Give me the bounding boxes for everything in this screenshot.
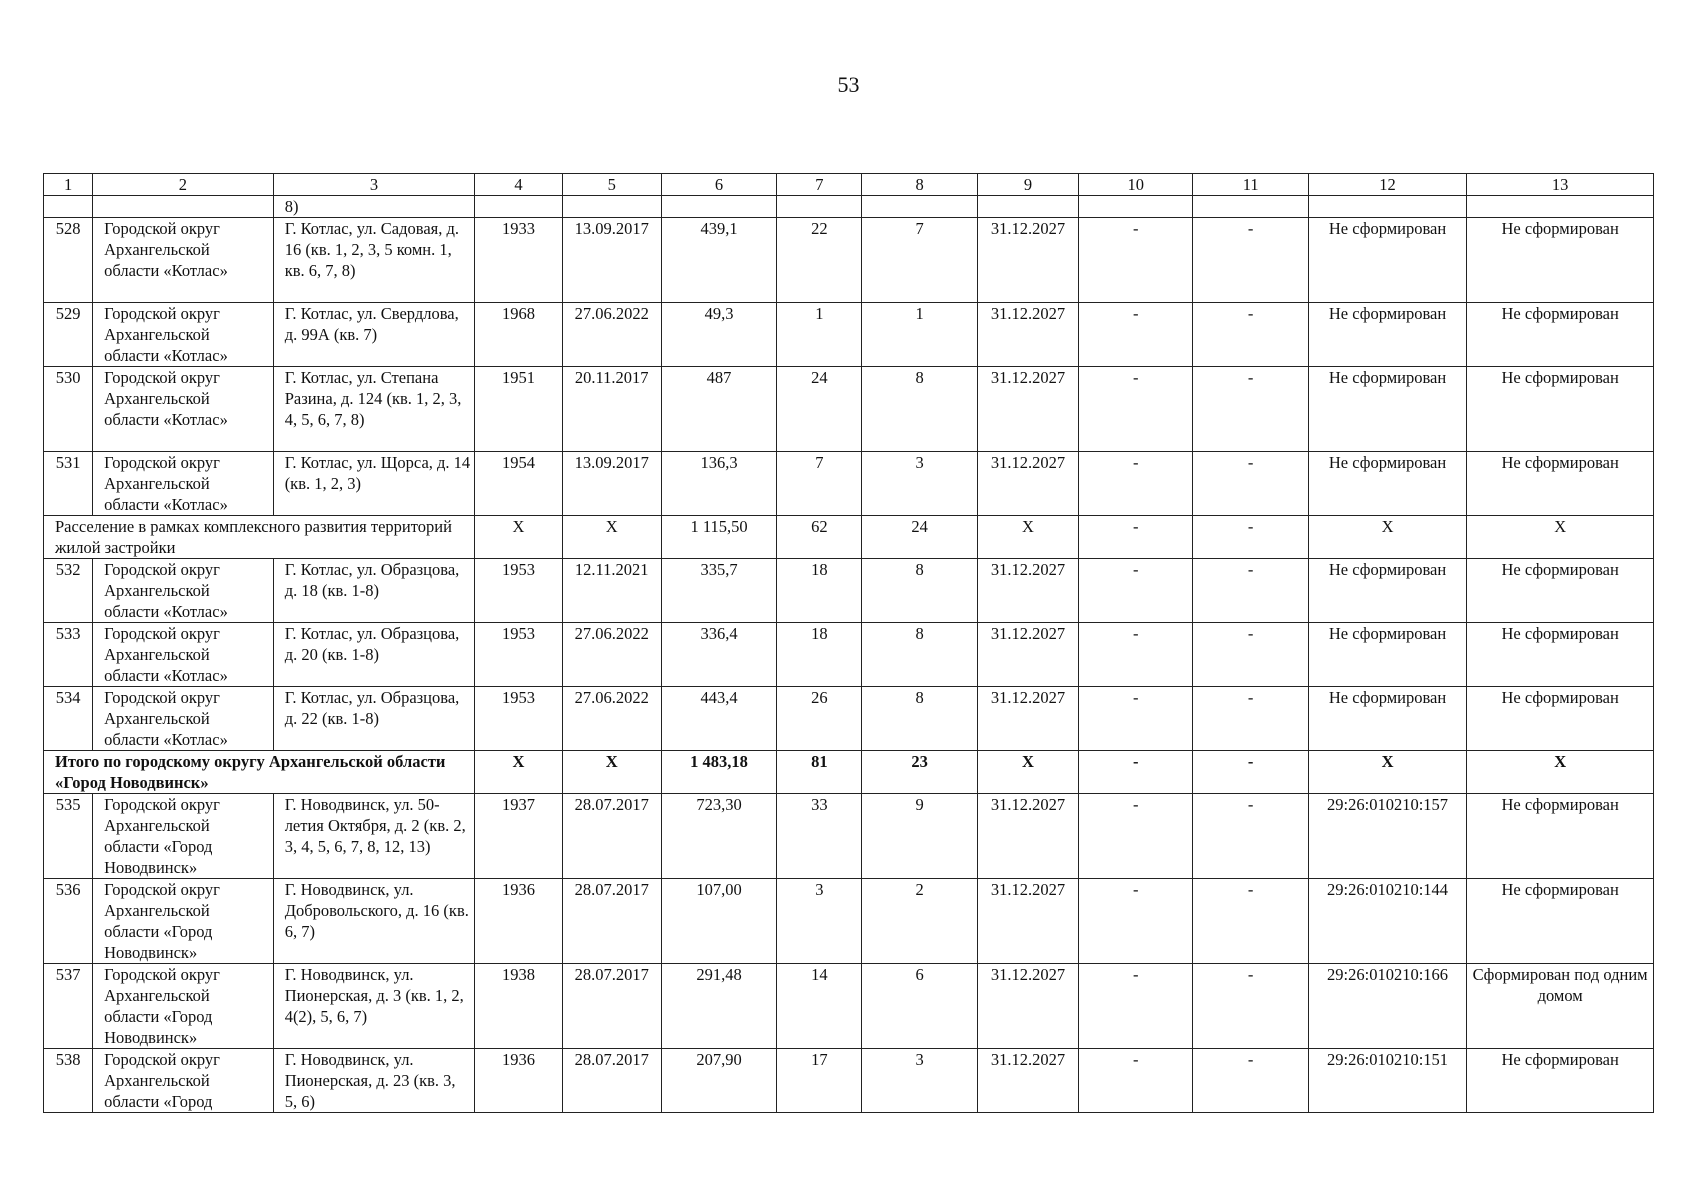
date-cell: X: [562, 516, 661, 559]
planned-date-cell: 31.12.2027: [977, 1049, 1078, 1113]
cadastral-cell: 29:26:010210:157: [1308, 794, 1466, 879]
cadastral-cell: Не сформирован: [1308, 367, 1466, 452]
year-cell: 1968: [475, 303, 562, 367]
col-header-8: 8: [862, 174, 977, 196]
cadastral-cell: X: [1308, 516, 1466, 559]
residents-cell: 62: [777, 516, 862, 559]
col10-cell: -: [1079, 559, 1193, 623]
date-cell: 12.11.2021: [562, 559, 661, 623]
housing-register-table: [43, 173, 1654, 1113]
flats-cell: 3: [862, 452, 977, 516]
flats-cell: 3: [862, 1049, 977, 1113]
date-cell: 13.09.2017: [562, 218, 661, 303]
table-row: [44, 794, 1654, 879]
year-cell: X: [475, 516, 562, 559]
residents-cell: 7: [777, 452, 862, 516]
table-row: [44, 1049, 1654, 1113]
municipality-cell: Городской округ Архангельской области «Котлас»: [93, 218, 274, 303]
planned-date-cell: X: [977, 516, 1078, 559]
year-cell: X: [475, 751, 562, 794]
col11-cell: -: [1193, 623, 1308, 687]
flats-cell: 9: [862, 794, 977, 879]
land-status-cell: Не сформирован: [1467, 303, 1654, 367]
table-row: [44, 623, 1654, 687]
year-cell: 1933: [475, 218, 562, 303]
residents-cell: 18: [777, 559, 862, 623]
land-status-cell: Не сформирован: [1467, 1049, 1654, 1113]
land-status-cell: Не сформирован: [1467, 623, 1654, 687]
address-cell: Г. Котлас, ул. Степана Разина, д. 124 (кв. 1, 2, 3, 4, 5, 6, 7, 8): [273, 367, 475, 452]
area-cell: 1 483,18: [661, 751, 776, 794]
residents-cell: 81: [777, 751, 862, 794]
year-cell: 1936: [475, 879, 562, 964]
col10-cell: -: [1079, 687, 1193, 751]
col10-cell: -: [1079, 623, 1193, 687]
column-number-row: [44, 174, 1654, 196]
address-cell: Г. Новодвинск, ул. 50-летия Октября, д. 2 (кв. 2, 3, 4, 5, 6, 7, 8, 12, 13): [273, 794, 475, 879]
table-row: [44, 559, 1654, 623]
col11-cell: -: [1193, 1049, 1308, 1113]
municipality-cell: Городской округ Архангельской области «Котлас»: [93, 367, 274, 452]
year-cell: 1936: [475, 1049, 562, 1113]
planned-date-cell: 31.12.2027: [977, 559, 1078, 623]
planned-date-cell: 31.12.2027: [977, 452, 1078, 516]
address-cell: Г. Котлас, ул. Образцова, д. 22 (кв. 1-8): [273, 687, 475, 751]
date-cell: 13.09.2017: [562, 452, 661, 516]
group-label: Итого по городскому округу Архангельской области «Город Новодвинск»: [44, 751, 475, 794]
date-cell: 28.07.2017: [562, 1049, 661, 1113]
date-cell: 27.06.2022: [562, 303, 661, 367]
col10-cell: -: [1079, 303, 1193, 367]
date-cell: 27.06.2022: [562, 623, 661, 687]
row-number: 535: [44, 794, 93, 879]
area-cell: 49,3: [661, 303, 776, 367]
land-status-cell: Не сформирован: [1467, 218, 1654, 303]
address-cell: Г. Котлас, ул. Садовая, д. 16 (кв. 1, 2, 3, 5 комн. 1, кв. 6, 7, 8): [273, 218, 475, 303]
total-row: [44, 751, 1654, 794]
year-cell: 1953: [475, 687, 562, 751]
col-header-12: 12: [1308, 174, 1466, 196]
area-cell: 487: [661, 367, 776, 452]
flats-cell: 7: [862, 218, 977, 303]
flats-cell: 8: [862, 623, 977, 687]
col10-cell: -: [1079, 794, 1193, 879]
address-cell: Г. Котлас, ул. Образцова, д. 20 (кв. 1-8): [273, 623, 475, 687]
date-cell: 27.06.2022: [562, 687, 661, 751]
planned-date-cell: 31.12.2027: [977, 303, 1078, 367]
year-cell: 1954: [475, 452, 562, 516]
municipality-cell: Городской округ Архангельской области «Котлас»: [93, 687, 274, 751]
col11-cell: -: [1193, 559, 1308, 623]
col11-cell: -: [1193, 218, 1308, 303]
table-row: [44, 218, 1654, 303]
col10-cell: -: [1079, 452, 1193, 516]
col11-cell: -: [1193, 794, 1308, 879]
residents-cell: 26: [777, 687, 862, 751]
area-cell: 291,48: [661, 964, 776, 1049]
table-row: [44, 879, 1654, 964]
land-status-cell: Не сформирован: [1467, 794, 1654, 879]
area-cell: 336,4: [661, 623, 776, 687]
planned-date-cell: 31.12.2027: [977, 879, 1078, 964]
area-cell: 335,7: [661, 559, 776, 623]
area-cell: 136,3: [661, 452, 776, 516]
col10-cell: -: [1079, 964, 1193, 1049]
cadastral-cell: Не сформирован: [1308, 687, 1466, 751]
area-cell: 443,4: [661, 687, 776, 751]
row-number: 537: [44, 964, 93, 1049]
col11-cell: -: [1193, 879, 1308, 964]
flats-cell: 1: [862, 303, 977, 367]
flats-cell: 24: [862, 516, 977, 559]
residents-cell: 33: [777, 794, 862, 879]
address-cell: Г. Новодвинск, ул. Пионерская, д. 3 (кв. 1, 2, 4(2), 5, 6, 7): [273, 964, 475, 1049]
col-header-6: 6: [661, 174, 776, 196]
cadastral-cell: Не сформирован: [1308, 303, 1466, 367]
col10-cell: -: [1079, 516, 1193, 559]
col11-cell: -: [1193, 367, 1308, 452]
col-header-11: 11: [1193, 174, 1308, 196]
land-status-cell: X: [1467, 751, 1654, 794]
group-label: Расселение в рамках комплексного развития территорий жилой застройки: [44, 516, 475, 559]
cadastral-cell: Не сформирован: [1308, 559, 1466, 623]
date-cell: 20.11.2017: [562, 367, 661, 452]
planned-date-cell: X: [977, 751, 1078, 794]
col-header-5: 5: [562, 174, 661, 196]
land-status-cell: Не сформирован: [1467, 559, 1654, 623]
row-number: 532: [44, 559, 93, 623]
planned-date-cell: 31.12.2027: [977, 218, 1078, 303]
residents-cell: 3: [777, 879, 862, 964]
municipality-cell: Городской округ Архангельской области «Котлас»: [93, 559, 274, 623]
planned-date-cell: 31.12.2027: [977, 623, 1078, 687]
continuation-address: 8): [273, 196, 475, 218]
col-header-4: 4: [475, 174, 562, 196]
land-status-cell: X: [1467, 516, 1654, 559]
address-cell: Г. Котлас, ул. Свердлова, д. 99А (кв. 7): [273, 303, 475, 367]
subtotal-row: [44, 516, 1654, 559]
flats-cell: 8: [862, 367, 977, 452]
residents-cell: 17: [777, 1049, 862, 1113]
col-header-1: 1: [44, 174, 93, 196]
year-cell: 1951: [475, 367, 562, 452]
municipality-cell: Городской округ Архангельской области «Город Новодвинск»: [93, 879, 274, 964]
col-header-3: 3: [273, 174, 475, 196]
row-number: 534: [44, 687, 93, 751]
municipality-cell: Городской округ Архангельской области «Котлас»: [93, 303, 274, 367]
planned-date-cell: 31.12.2027: [977, 964, 1078, 1049]
residents-cell: 14: [777, 964, 862, 1049]
year-cell: 1937: [475, 794, 562, 879]
land-status-cell: Не сформирован: [1467, 687, 1654, 751]
row-number: 530: [44, 367, 93, 452]
address-cell: Г. Котлас, ул. Образцова, д. 18 (кв. 1-8): [273, 559, 475, 623]
cadastral-cell: Не сформирован: [1308, 218, 1466, 303]
cadastral-cell: Не сформирован: [1308, 623, 1466, 687]
address-cell: Г. Новодвинск, ул. Добровольского, д. 16 (кв. 6, 7): [273, 879, 475, 964]
area-cell: 1 115,50: [661, 516, 776, 559]
municipality-cell: Городской округ Архангельской области «Город: [93, 1049, 274, 1113]
col10-cell: -: [1079, 367, 1193, 452]
planned-date-cell: 31.12.2027: [977, 367, 1078, 452]
row-number: 529: [44, 303, 93, 367]
row-number: 528: [44, 218, 93, 303]
land-status-cell: Не сформирован: [1467, 367, 1654, 452]
land-status-cell: Не сформирован: [1467, 452, 1654, 516]
col-header-2: 2: [93, 174, 274, 196]
area-cell: 207,90: [661, 1049, 776, 1113]
municipality-cell: Городской округ Архангельской области «Котлас»: [93, 623, 274, 687]
planned-date-cell: 31.12.2027: [977, 794, 1078, 879]
residents-cell: 22: [777, 218, 862, 303]
date-cell: 28.07.2017: [562, 794, 661, 879]
col11-cell: -: [1193, 687, 1308, 751]
table-row: [44, 452, 1654, 516]
col11-cell: -: [1193, 303, 1308, 367]
col11-cell: -: [1193, 452, 1308, 516]
year-cell: 1953: [475, 559, 562, 623]
cadastral-cell: 29:26:010210:144: [1308, 879, 1466, 964]
col-header-9: 9: [977, 174, 1078, 196]
table-row: [44, 964, 1654, 1049]
col-header-13: 13: [1467, 174, 1654, 196]
col10-cell: -: [1079, 218, 1193, 303]
municipality-cell: Городской округ Архангельской области «Котлас»: [93, 452, 274, 516]
residents-cell: 18: [777, 623, 862, 687]
table-row: [44, 367, 1654, 452]
flats-cell: 2: [862, 879, 977, 964]
col11-cell: -: [1193, 751, 1308, 794]
area-cell: 439,1: [661, 218, 776, 303]
planned-date-cell: 31.12.2027: [977, 687, 1078, 751]
residents-cell: 24: [777, 367, 862, 452]
cadastral-cell: X: [1308, 751, 1466, 794]
col10-cell: -: [1079, 751, 1193, 794]
col11-cell: -: [1193, 516, 1308, 559]
municipality-cell: Городской округ Архангельской области «Город Новодвинск»: [93, 964, 274, 1049]
residents-cell: 1: [777, 303, 862, 367]
date-cell: 28.07.2017: [562, 879, 661, 964]
row-number: 531: [44, 452, 93, 516]
col10-cell: -: [1079, 1049, 1193, 1113]
row-number: 536: [44, 879, 93, 964]
flats-cell: 23: [862, 751, 977, 794]
continuation-row: [44, 196, 1654, 218]
address-cell: Г. Котлас, ул. Щорса, д. 14 (кв. 1, 2, 3): [273, 452, 475, 516]
flats-cell: 6: [862, 964, 977, 1049]
land-status-cell: Сформирован под одним домом: [1467, 964, 1654, 1049]
area-cell: 107,00: [661, 879, 776, 964]
cadastral-cell: 29:26:010210:166: [1308, 964, 1466, 1049]
land-status-cell: Не сформирован: [1467, 879, 1654, 964]
date-cell: 28.07.2017: [562, 964, 661, 1049]
municipality-cell: Городской округ Архангельской области «Город Новодвинск»: [93, 794, 274, 879]
row-number: 538: [44, 1049, 93, 1113]
cadastral-cell: Не сформирован: [1308, 452, 1466, 516]
flats-cell: 8: [862, 687, 977, 751]
col10-cell: -: [1079, 879, 1193, 964]
col-header-10: 10: [1079, 174, 1193, 196]
area-cell: 723,30: [661, 794, 776, 879]
date-cell: X: [562, 751, 661, 794]
col-header-7: 7: [777, 174, 862, 196]
col11-cell: -: [1193, 964, 1308, 1049]
year-cell: 1953: [475, 623, 562, 687]
page-number: 53: [837, 72, 860, 97]
cadastral-cell: 29:26:010210:151: [1308, 1049, 1466, 1113]
table-row: [44, 687, 1654, 751]
row-number: 533: [44, 623, 93, 687]
table-row: [44, 303, 1654, 367]
address-cell: Г. Новодвинск, ул. Пионерская, д. 23 (кв. 3, 5, 6): [273, 1049, 475, 1113]
flats-cell: 8: [862, 559, 977, 623]
year-cell: 1938: [475, 964, 562, 1049]
